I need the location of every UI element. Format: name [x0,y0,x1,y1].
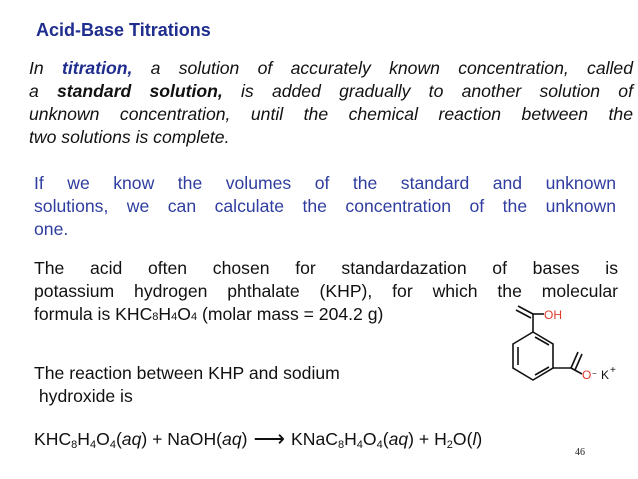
term-standard-solution: standard solution, [57,81,223,101]
khp-line-2: potassium hydrogen phthalate (KHP), for which the molecular [34,281,618,301]
page-number: 46 [575,447,585,458]
vol-line-2: solutions, we can calculate the concentration of the unknown [34,196,616,216]
khp-count: 4 [171,311,178,323]
def-text: a [29,81,57,101]
acid-group [516,306,544,332]
def-line-4: two solutions is complete. [29,127,230,147]
eq-text: ( [382,429,389,449]
reaction-line-2: hydroxide is [34,386,133,406]
eq-text: ( [115,429,122,449]
eq-text: H [344,429,357,449]
eq-state: aq [388,429,409,449]
eq-text: ) [241,429,248,449]
eq-subscript: 4 [376,439,383,451]
eq-state: l [472,429,477,449]
volumes-paragraph [34,172,616,241]
khp-text: formula is KHC [34,304,153,324]
khp-text: O [177,304,191,324]
eq-text: ) + H [408,429,447,449]
def-line-2 [29,80,633,103]
eq-text: O [362,429,377,449]
k-label: K [601,368,610,382]
carboxylate-group [553,352,582,374]
reaction-equation [34,426,482,452]
khp-text: H [158,304,172,324]
eq-text: O( [452,429,473,449]
def-text: is added gradually to another solution of [222,81,633,101]
khp-line-1: The acid often chosen for standardazation of bases is [34,258,618,278]
eq-text: ) + NaOH( [141,429,223,449]
eq-text: H [77,429,90,449]
eq-subscript: 8 [71,439,78,451]
khp-count: 4 [190,311,198,323]
def-text: In [29,58,62,78]
def-text: a solution of accurately known concentration, called [132,58,633,78]
k-plus-charge: + [610,365,616,376]
eq-subscript: 8 [337,439,345,451]
eq-subscript: 2 [446,439,453,451]
def-line-1 [29,57,633,80]
o-label: O [582,368,592,382]
khp-structure-diagram [478,300,628,410]
slide-title: Acid-Base Titrations [36,20,211,40]
eq-text: KNaC [291,429,338,449]
eq-subscript: 4 [356,439,363,451]
eq-text: O [96,429,110,449]
oh-label: OH [544,308,562,322]
vol-line-3: one. [34,219,69,239]
titration-definition [29,57,633,149]
reaction-arrow: ⟶ [253,426,286,451]
def-line-3: unknown concentration, until the chemical reaction between the [29,104,633,124]
eq-state: aq [121,429,142,449]
term-titration: titration, [61,58,133,78]
eq-text: KHC [34,429,72,449]
ring-hexagon [513,332,553,380]
reaction-line-1: The reaction between KHP and sodium [34,363,340,383]
khp-text: (molar mass = 204.2 g) [197,304,384,324]
eq-subscript: 4 [109,439,116,451]
o-minus-charge: − [592,369,597,378]
benzene-ring [513,332,553,380]
vol-line-1: If we know the volumes of the standard and unknown [34,173,616,193]
eq-state: aq [222,429,242,449]
eq-text: ) [476,429,483,449]
bond [571,368,582,374]
eq-subscript: 4 [90,439,97,451]
reaction-intro [34,362,434,408]
khp-count: 8 [152,311,159,323]
